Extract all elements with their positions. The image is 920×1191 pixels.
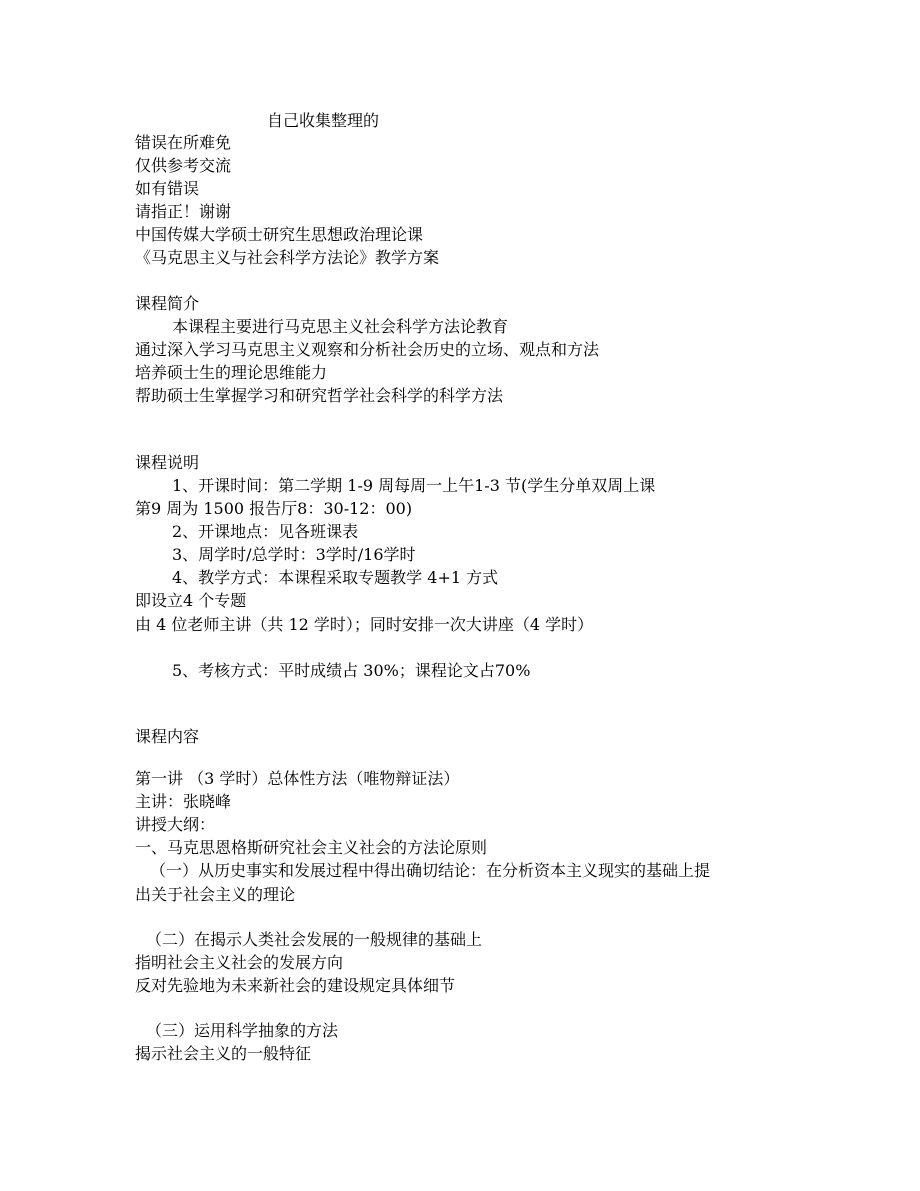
outline-point-2-cont-2: 反对先验地为未来新社会的建设规定具体细节 <box>135 976 456 995</box>
outline-point-1: （一）从历史事实和发展过程中得出确切结论：在分析资本主义现实的基础上提 <box>150 861 711 880</box>
description-item-3: 3、周学时/总学时：3学时/16学时 <box>172 545 416 564</box>
section-heading-content: 课程内容 <box>135 727 200 746</box>
outline-part-1: 一、马克思恩格斯研究社会主义社会的方法论原则 <box>135 838 488 857</box>
note-thanks: 请指正！谢谢 <box>135 202 232 221</box>
intro-line-4: 帮助硕士生掌握学习和研究哲学社会科学的科学方法 <box>135 386 504 405</box>
description-item-1: 1、开课时间：第二学期 1-9 周每周一上午1-3 节(学生分单双周上课 <box>172 476 656 495</box>
intro-line-3: 培养硕士生的理论思维能力 <box>135 363 328 382</box>
section-heading-description: 课程说明 <box>135 453 200 472</box>
note-reference: 仅供参考交流 <box>135 156 232 175</box>
description-item-2: 2、开课地点：见各班课表 <box>172 522 359 541</box>
course-institution: 中国传媒大学硕士研究生思想政治理论课 <box>135 225 424 244</box>
outline-point-2-cont-1: 指明社会主义社会的发展方向 <box>135 953 344 972</box>
description-item-4: 4、教学方式：本课程采取专题教学 4+1 方式 <box>172 568 499 587</box>
note-collected: 自己收集整理的 <box>267 111 380 130</box>
lecture-1-lecturer: 主讲：张晓峰 <box>135 792 232 811</box>
description-item-5: 5、考核方式：平时成绩占 30%；课程论文占70% <box>172 661 531 680</box>
note-if-errors: 如有错误 <box>135 179 200 198</box>
intro-line-1: 本课程主要进行马克思主义社会科学方法论教育 <box>172 317 509 336</box>
outline-point-3: （三）运用科学抽象的方法 <box>146 1021 339 1040</box>
description-item-4-cont-2: 由 4 位老师主讲（共 12 学时）；同时安排一次大讲座（4 学时） <box>135 615 594 634</box>
description-item-1-cont: 第9 周为 1500 报告厅8：30-12：00) <box>135 499 413 518</box>
section-heading-intro: 课程简介 <box>135 294 200 313</box>
description-item-4-cont-1: 即设立4 个专题 <box>135 591 247 610</box>
course-title: 《马克思主义与社会科学方法论》教学方案 <box>135 248 440 267</box>
intro-line-2: 通过深入学习马克思主义观察和分析社会历史的立场、观点和方法 <box>135 340 600 359</box>
outline-point-2: （二）在揭示人类社会发展的一般规律的基础上 <box>146 930 483 949</box>
outline-point-3-cont: 揭示社会主义的一般特征 <box>135 1044 312 1063</box>
outline-point-1-cont: 出关于社会主义的理论 <box>135 885 296 904</box>
note-errors: 错误在所难免 <box>135 133 232 152</box>
lecture-1-outline-label: 讲授大纲： <box>135 815 216 834</box>
lecture-1-title: 第一讲 （3 学时）总体性方法（唯物辩证法） <box>135 769 460 788</box>
